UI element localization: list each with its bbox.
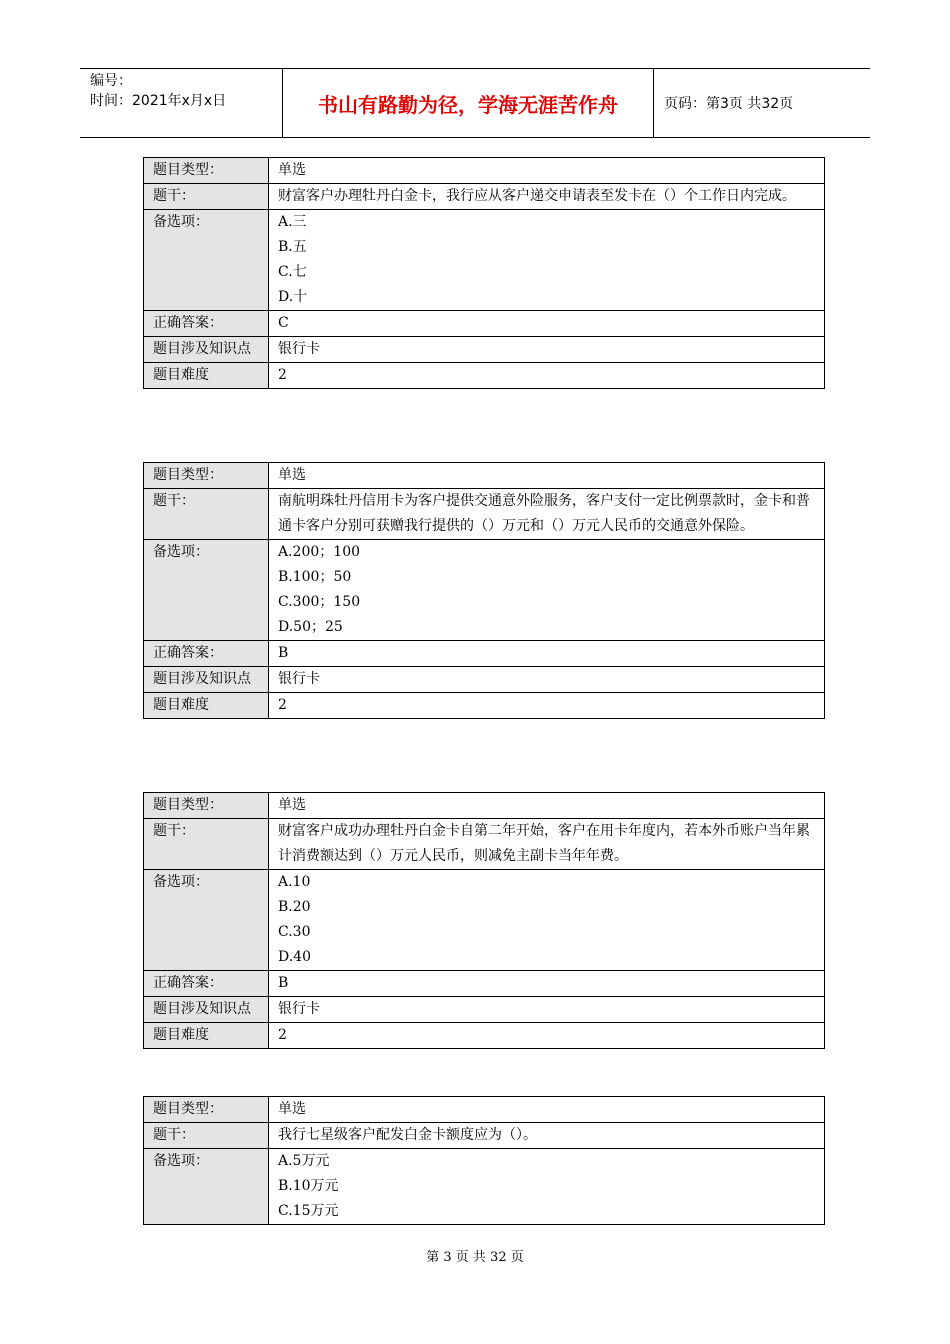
header-motto: 书山有路勤为径，学海无涯苦作舟: [282, 69, 654, 137]
type-row: [144, 463, 825, 489]
option-a: A.三: [278, 214, 307, 230]
answer-row: [144, 971, 825, 997]
header-meta: [80, 69, 282, 137]
option-c: C.15万元: [278, 1203, 339, 1219]
options-row: [144, 210, 825, 311]
type-label: 题目类型：: [144, 1097, 269, 1123]
option-d: D.十: [278, 289, 308, 305]
header-page-info: 页码：第3页 共32页: [664, 96, 794, 112]
answer-row: [144, 641, 825, 667]
difficulty-label: 题目难度: [144, 693, 269, 719]
topic-value: 银行卡: [269, 337, 825, 363]
topic-label: 题目涉及知识点: [144, 667, 269, 693]
options-value: [269, 1149, 825, 1225]
option-b: B.10万元: [278, 1178, 339, 1194]
stem-label: 题干：: [144, 1123, 269, 1149]
topic-value: 银行卡: [269, 997, 825, 1023]
answer-row: [144, 311, 825, 337]
page-footer: 第 3 页 共 32 页: [426, 1250, 524, 1265]
options-label: 备选项：: [144, 1149, 269, 1225]
difficulty-row: [144, 693, 825, 719]
options-value: [269, 870, 825, 971]
option-d: D.40: [278, 949, 311, 965]
type-value: 单选: [269, 793, 825, 819]
answer-value: B: [269, 641, 825, 667]
answer-label: 正确答案：: [144, 641, 269, 667]
option-d: D.50；25: [278, 619, 343, 635]
option-b: B.20: [278, 899, 311, 915]
type-value: 单选: [269, 463, 825, 489]
type-label: 题目类型：: [144, 793, 269, 819]
options-row: [144, 540, 825, 641]
option-a: A.10: [278, 874, 311, 890]
option-c: C.30: [278, 924, 311, 940]
difficulty-value: 2: [269, 693, 825, 719]
question-table-1: [143, 157, 825, 389]
options-row: [144, 870, 825, 971]
type-value: 单选: [269, 1097, 825, 1123]
difficulty-row: [144, 363, 825, 389]
type-label: 题目类型：: [144, 463, 269, 489]
stem-value: 南航明珠牡丹信用卡为客户提供交通意外险服务，客户支付一定比例票款时，金卡和普通卡客户分别可获赠我行提供的（）万元和（）万元人民币的交通意外保险。: [269, 489, 825, 540]
topic-label: 题目涉及知识点: [144, 997, 269, 1023]
type-label: 题目类型：: [144, 158, 269, 184]
answer-label: 正确答案：: [144, 971, 269, 997]
stem-value: 财富客户办理牡丹白金卡，我行应从客户递交申请表至发卡在（）个工作日内完成。: [269, 184, 825, 210]
option-c: C.七: [278, 264, 307, 280]
stem-label: 题干：: [144, 819, 269, 870]
stem-row: [144, 489, 825, 540]
topic-row: [144, 997, 825, 1023]
type-row: [144, 158, 825, 184]
options-label: 备选项：: [144, 870, 269, 971]
code-label: 编号：: [90, 73, 132, 89]
question-table-3: [143, 792, 825, 1049]
type-value: 单选: [269, 158, 825, 184]
options-row: [144, 1149, 825, 1225]
topic-row: [144, 667, 825, 693]
question-table-2: [143, 462, 825, 719]
option-a: A.200；100: [278, 544, 361, 560]
topic-value: 银行卡: [269, 667, 825, 693]
options-label: 备选项：: [144, 540, 269, 641]
option-b: B.五: [278, 239, 307, 255]
difficulty-row: [144, 1023, 825, 1049]
options-value: [269, 210, 825, 311]
stem-value: 财富客户成功办理牡丹白金卡自第二年开始，客户在用卡年度内，若本外币账户当年累计消费额达到（）万元人民币，则减免主副卡当年年费。: [269, 819, 825, 870]
topic-row: [144, 337, 825, 363]
options-label: 备选项：: [144, 210, 269, 311]
stem-row: [144, 819, 825, 870]
option-c: C.300；150: [278, 594, 361, 610]
type-row: [144, 1097, 825, 1123]
stem-value: 我行七星级客户配发白金卡额度应为（）。: [269, 1123, 825, 1149]
stem-row: [144, 184, 825, 210]
difficulty-label: 题目难度: [144, 363, 269, 389]
difficulty-value: 2: [269, 1023, 825, 1049]
answer-label: 正确答案：: [144, 311, 269, 337]
time-label: 时间：2021年x月x日: [90, 93, 227, 109]
answer-value: B: [269, 971, 825, 997]
option-b: B.100；50: [278, 569, 352, 585]
stem-row: [144, 1123, 825, 1149]
answer-value: C: [269, 311, 825, 337]
stem-label: 题干：: [144, 184, 269, 210]
page-header: [80, 68, 870, 138]
difficulty-label: 题目难度: [144, 1023, 269, 1049]
option-a: A.5万元: [278, 1153, 330, 1169]
difficulty-value: 2: [269, 363, 825, 389]
topic-label: 题目涉及知识点: [144, 337, 269, 363]
question-table-4: [143, 1096, 825, 1225]
type-row: [144, 793, 825, 819]
stem-label: 题干：: [144, 489, 269, 540]
options-value: [269, 540, 825, 641]
